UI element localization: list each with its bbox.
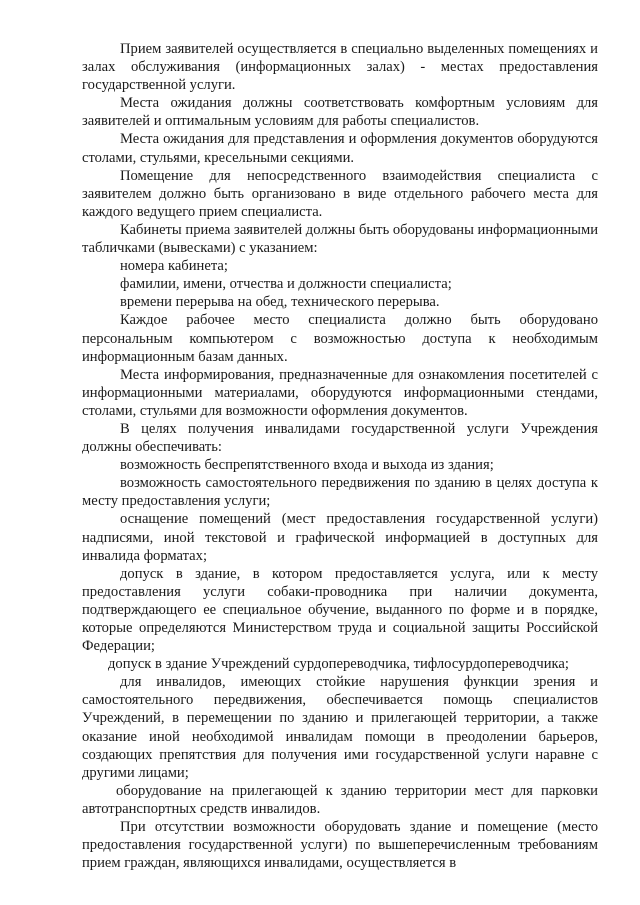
list-item-assistance: для инвалидов, имеющих стойкие нарушения функции зрения и самостоятельного передвижения, обеспечивается помощь специалистов Учреждений, в перемещении по зданию и прилегающей территории, а также оказание иной необходимой инвалидам помощи в преодолении барьеров, создающих препятствия для получения ими государственной услуги наравне с другими лицами; <box>82 674 598 781</box>
list-item-break-time: времени перерыва на обед, технического перерыва. <box>120 294 440 311</box>
paragraph-reception: Прием заявителей осуществляется в специально выделенных помещениях и залах обслуживания (информационных залах) - местах предоставления государственной услуги. <box>82 41 598 94</box>
paragraph-disabled-access: В целях получения инвалидами государственной услуги Учреждения должны обеспечивать: <box>82 420 598 456</box>
list-item-office-number: номера кабинета; <box>120 258 228 275</box>
list-item-signage: оснащение помещений (мест предоставления государственной услуги) надписями, иной текстовой и графической информацией в доступных для инвалида форматах; <box>82 511 598 564</box>
list-item-interpreters: допуск в здание Учреждений сурдопереводчика, тифлосурдопереводчика; <box>108 656 569 673</box>
paragraph-workplace-organization: Помещение для непосредственного взаимодействия специалиста с заявителем должно быть организовано в виде отдельного рабочего места для каждого ведущего прием специалиста. <box>82 167 598 220</box>
paragraph-no-possibility: При отсутствии возможности оборудовать здание и помещение (место предоставления государственной услуги) по вышеперечисленным требованиям прием граждан, являющихся инвалидами, осуществляется в <box>82 819 598 872</box>
paragraph-information-places: Места информирования, предназначенные для ознакомления посетителей с информационными материалами, оборудуются информационными стендами, столами, стульями для возможности оформления документов. <box>82 366 598 419</box>
list-item-guide-dog: допуск в здание, в котором предоставляется услуга, или к месту предоставления услуги собаки-проводника при наличии документа, подтверждающего ее специальное обучение, выданного по форме и в порядке, которые определяются Министерством труда и социальной защиты Российской Федерации; <box>82 565 598 655</box>
paragraph-workplace-computer: Каждое рабочее место специалиста должно быть оборудовано персональным компьютером с возможностью доступа к необходимым информационным базам данных. <box>82 312 598 365</box>
document-page <box>82 40 598 872</box>
paragraph-office-signs: Кабинеты приема заявителей должны быть оборудованы информационными табличками (вывесками) с указанием: <box>82 221 598 257</box>
paragraph-waiting-places: Места ожидания должны соответствовать комфортным условиям для заявителей и оптимальным условиям для работы специалистов. <box>82 95 598 130</box>
list-item-parking: оборудование на прилегающей к зданию территории мест для парковки автотранспортных средств инвалидов. <box>82 782 598 817</box>
list-item-entry-exit: возможность беспрепятственного входа и выхода из здания; <box>120 457 494 474</box>
paragraph-waiting-furniture: Места ожидания для представления и оформления документов оборудуются столами, стульями, кресельными секциями. <box>82 131 598 166</box>
list-item-movement: возможность самостоятельного передвижения по зданию в целях доступа к месту предоставления услуги; <box>82 475 598 510</box>
list-item-specialist-name: фамилии, имени, отчества и должности специалиста; <box>120 276 452 293</box>
